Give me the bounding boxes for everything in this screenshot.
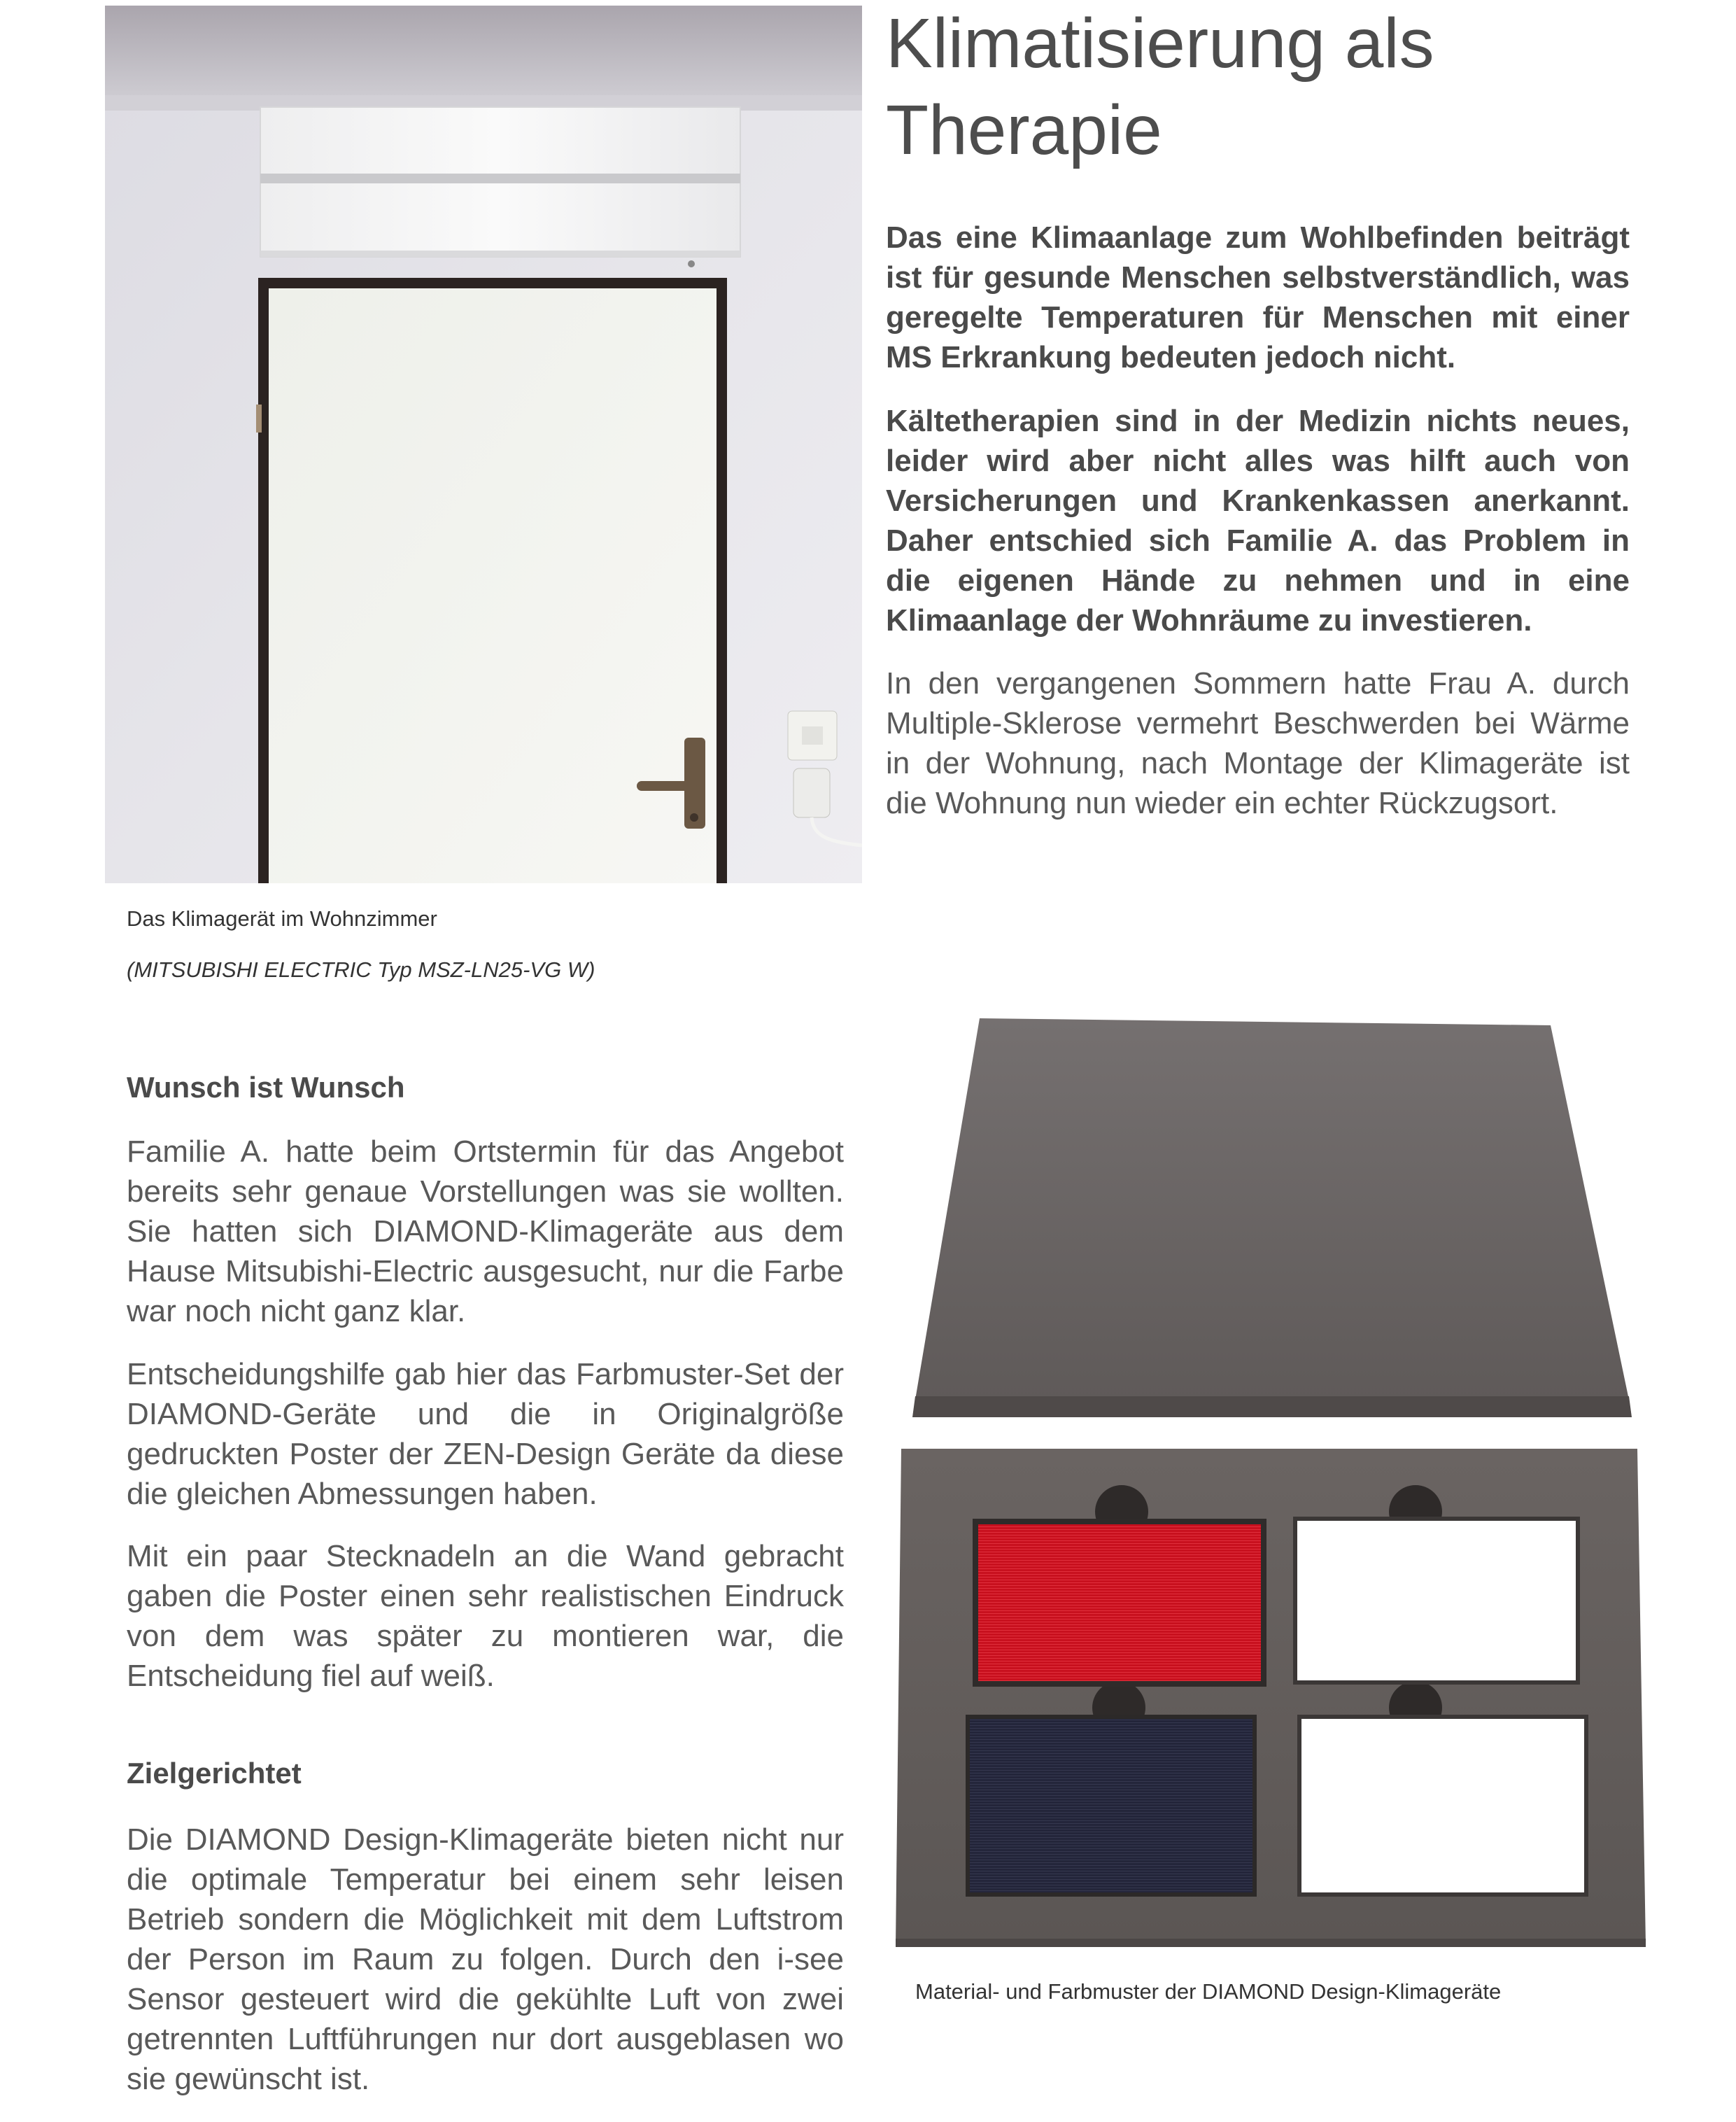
door-icon [256,278,727,883]
ac-unit-icon [260,107,740,267]
intro-paragraph-1: Das eine Klimaanlage zum Wohlbefinden beiträgt ist für gesunde Menschen selbstverständlich, was geregelte Temperaturen für Menschen mit einer MS Erkrankung bedeuten jedoch nicht. [886,220,1630,374]
intro-paragraph-3: In den vergangenen Sommern hatte Frau A. durch Multiple-Sklerose vermehrt Beschwerden bei Wärme in der Wohnung, nach Montage der Klimageräte ist die Wohnung nun wieder ein echter Rückzugsort. [886,666,1630,820]
intro-paragraph-2: Kältetherapien sind in der Medizin nichts neues, leider wird aber nicht alles was hilft auch von Versicherungen und Krankenkassen anerkannt. Daher entschied sich Familie A. das Problem in die eigenen Hände zu nehmen und in eine Klimaanlage der Wohnräume zu investieren. [886,404,1630,638]
white-sample-icon [1293,1517,1580,1685]
red-sample-icon [973,1519,1266,1687]
section-title-wish: Wunsch ist Wunsch [127,1071,405,1104]
goal-paragraph: Die DIAMOND Design-Klimageräte bieten nicht nur die optimale Temperatur bei einem sehr leisen Betrieb sondern die Möglichkeit mit dem Luftstrom der Person im Raum zu folgen. Durch den i-see Sensor gesteuert wird die gekühlte Luft von zwei getrennten Luftführungen nur dort ausgeblasen wo sie gewünscht ist. [127,1822,844,2096]
wish-paragraph-1: Familie A. hatte beim Ortstermin für das Angebot bereits sehr genaue Vorstellungen was sie wollten. Sie hatten sich DIAMOND-Klimageräte aus dem Hause Mitsubishi-Electric ausgesucht, nur die Farbe war noch nicht ganz klar. [127,1134,844,1328]
white-sample-icon [1297,1715,1588,1897]
navy-sample-icon [966,1715,1257,1897]
page-title: Klimatisierung als Therapie [886,4,1434,169]
photo-caption: Material- und Farbmuster der DIAMOND Design-Klimageräte [915,1979,1502,2004]
section-title-goal: Zielgerichtet [127,1757,302,1790]
wish-paragraph-2: Entscheidungshilfe gab hier das Farbmuster-Set der DIAMOND-Geräte und die in Originalgröße gedruckten Poster der ZEN-Design Geräte da diese die gleichen Abmessungen haben. [127,1357,844,1511]
photo-caption: Das Klimagerät im Wohnzimmer [127,906,437,931]
wish-paragraph-3: Mit ein paar Stecknadeln an die Wand gebracht gaben die Poster einen sehr realistischen Eindruck von dem was später zu montieren war, die Entscheidung fiel auf weiß. [127,1539,844,1693]
color-sample-photo [896,1018,1665,1956]
air-conditioner-photo [105,6,862,883]
photo-caption-model: (MITSUBISHI ELECTRIC Typ MSZ-LN25-VG W) [127,957,595,982]
